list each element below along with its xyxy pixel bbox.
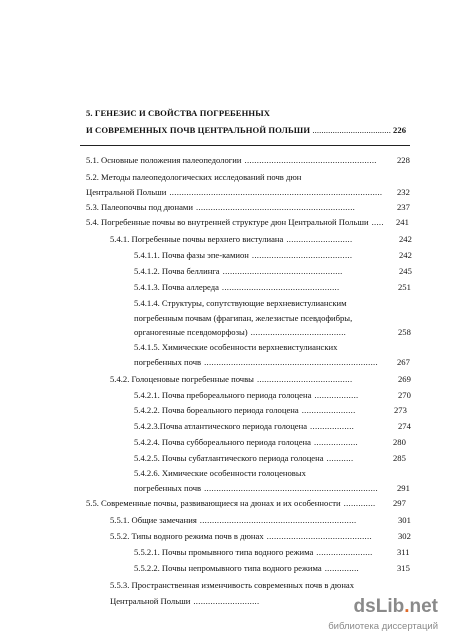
toc-entry-title: 5.5.2.1. Почвы промывного типа водного режима bbox=[134, 547, 314, 557]
toc-entry-page-number: 245 bbox=[399, 266, 412, 276]
toc-entry-page-number: 237 bbox=[397, 202, 410, 212]
toc-entry-title: 5.4. Погребенные почвы во внутренней структуре дюн Центральной Польши bbox=[86, 217, 369, 227]
toc-entry-title: 5.4.1.5. Химические особенности верхневистулианских bbox=[134, 342, 338, 352]
toc-entry bbox=[134, 342, 337, 352]
toc-entry bbox=[110, 596, 259, 606]
toc-entry bbox=[110, 580, 354, 590]
toc-entry-leader-dots: ....................................... bbox=[250, 327, 347, 337]
toc-entry-title: 5.4.2.5. Почвы субатлантического периода голоцена bbox=[134, 453, 324, 463]
toc-entry-page-number: 274 bbox=[398, 421, 411, 431]
toc-entry-title: погребенных почв bbox=[134, 483, 202, 493]
toc-entry-page-number: 297 bbox=[393, 498, 406, 508]
toc-entry-page-number: 258 bbox=[398, 327, 411, 337]
toc-entry bbox=[86, 187, 382, 197]
toc-entry-page-number: 311 bbox=[397, 547, 410, 557]
chapter-heading-text: И СОВРЕМЕННЫХ ПОЧВ ЦЕНТРАЛЬНОЙ ПОЛЬШИ bbox=[86, 125, 311, 135]
toc-entry-leader-dots: ....................... bbox=[316, 547, 373, 557]
toc-entry bbox=[86, 172, 301, 182]
toc-entry bbox=[134, 437, 358, 447]
heading-rule bbox=[80, 145, 410, 146]
toc-entry bbox=[110, 374, 352, 384]
toc-entry-leader-dots: ........... bbox=[326, 453, 354, 463]
toc-entry-title: 5.4.2.1. Почва пребореального периода голоцена bbox=[134, 390, 312, 400]
toc-entry bbox=[86, 155, 377, 165]
toc-entry-title: Центральной Польши bbox=[110, 596, 191, 606]
toc-entry-title: 5.4.1.2. Почва беллинга bbox=[134, 266, 220, 276]
toc-entry-page-number: 301 bbox=[398, 515, 411, 525]
toc-entry-page-number: 280 bbox=[393, 437, 406, 447]
toc-entry-page-number: 242 bbox=[399, 250, 412, 260]
toc-entry-leader-dots: ................................................................ bbox=[199, 515, 357, 525]
toc-entry bbox=[134, 421, 354, 431]
toc-entry-leader-dots: ........................................... bbox=[266, 531, 372, 541]
toc-entry-title: 5.4.1. Погребенные почвы верхнего вистулиана bbox=[110, 234, 284, 244]
logo-dot-text: . bbox=[404, 596, 410, 617]
toc-entry-leader-dots: ....................................................................................... bbox=[169, 187, 383, 197]
toc-entry bbox=[110, 234, 352, 244]
toc-entry-title: 5.3. Палеопочвы под дюнами bbox=[86, 202, 193, 212]
toc-entry-title: 5.4.2.2. Почва бореального периода голоцена bbox=[134, 405, 299, 415]
toc-entry bbox=[86, 202, 355, 212]
toc-entry-leader-dots: ...................................................... bbox=[244, 155, 377, 165]
toc-entry-title: 5.5. Современные почвы, развивающиеся на дюнах и их особенности bbox=[86, 498, 341, 508]
toc-entry bbox=[134, 250, 352, 260]
toc-entry-page-number: 285 bbox=[393, 453, 406, 463]
toc-entry bbox=[134, 547, 373, 557]
dslib-logo bbox=[354, 596, 438, 618]
toc-entry-leader-dots: ................................................................. bbox=[195, 202, 356, 212]
toc-entry bbox=[86, 498, 375, 508]
chapter-heading-dots: ................................... bbox=[312, 125, 392, 135]
toc-entry-leader-dots: ........................... bbox=[286, 234, 353, 244]
toc-entry-page-number: 251 bbox=[398, 282, 411, 292]
toc-entry-leader-dots: ..... bbox=[371, 217, 384, 227]
toc-entry-leader-dots: ....................................................................... bbox=[204, 357, 378, 367]
toc-entry-title: 5.4.2.6. Химические особенности голоценовых bbox=[134, 468, 306, 478]
chapter-heading-page: 226 bbox=[393, 125, 407, 135]
toc-entry bbox=[86, 217, 384, 227]
toc-entry-title: 5.4.1.3. Почва аллереда bbox=[134, 282, 219, 292]
toc-entry-title: 5.5.2. Типы водного режима почв в дюнах bbox=[110, 531, 264, 541]
toc-entry-leader-dots: .................. bbox=[310, 421, 355, 431]
toc-entry-leader-dots: .............. bbox=[324, 563, 359, 573]
toc-entry bbox=[134, 298, 347, 308]
toc-entry-page-number: 273 bbox=[394, 405, 407, 415]
toc-entry bbox=[110, 531, 372, 541]
toc-entry-page-number: 267 bbox=[397, 357, 410, 367]
toc-entry bbox=[134, 357, 378, 367]
toc-entry-title: 5.5.1. Общие замечания bbox=[110, 515, 197, 525]
toc-entry-page-number: 242 bbox=[399, 234, 412, 244]
toc-entry bbox=[134, 327, 346, 337]
toc-entry-title: 5.4.1.1. Почва фазы эпе-камион bbox=[134, 250, 249, 260]
toc-entry-leader-dots: ....................................... bbox=[256, 374, 353, 384]
toc-entry bbox=[134, 483, 378, 493]
toc-entry-page-number: 270 bbox=[398, 390, 411, 400]
toc-entry-leader-dots: ....................................................................... bbox=[204, 483, 378, 493]
toc-entry-title: 5.2. Методы палеопедологических исследований почв дюн bbox=[86, 172, 302, 182]
toc-entry bbox=[110, 515, 356, 525]
toc-entry bbox=[134, 282, 339, 292]
toc-entry-page-number: 302 bbox=[398, 531, 411, 541]
toc-entry-title: органогенные псевдоморфозы) bbox=[134, 327, 248, 337]
toc-entry-page-number: 241 bbox=[396, 217, 409, 227]
toc-entry bbox=[134, 468, 306, 478]
toc-entry-title: 5.5.3. Пространственная изменчивость современных почв в дюнах bbox=[110, 580, 355, 590]
watermark-subtitle: библиотека диссертаций bbox=[328, 621, 438, 632]
toc-entry-leader-dots: ...................... bbox=[301, 405, 356, 415]
toc-entry-title: 5.4.2. Голоценовые погребенные почвы bbox=[110, 374, 254, 384]
toc-entry bbox=[134, 453, 353, 463]
toc-entry-leader-dots: ............. bbox=[343, 498, 376, 508]
toc-entry-title: Центральной Польши bbox=[86, 187, 167, 197]
toc-entry bbox=[134, 313, 352, 323]
toc-entry-page-number: 269 bbox=[398, 374, 411, 384]
toc-entry-leader-dots: ......................................... bbox=[251, 250, 353, 260]
toc-entry-title: 5.4.2.3.Почва атлантического периода голоцена bbox=[134, 421, 308, 431]
toc-entry-leader-dots: .................. bbox=[313, 437, 359, 447]
toc-entry-leader-dots: .................. bbox=[314, 390, 359, 400]
toc-entry-page-number: 291 bbox=[397, 483, 410, 493]
toc-entry-page-number: 232 bbox=[397, 187, 410, 197]
toc-entry-title: 5.4.2.4. Почва суббореального периода голоцена bbox=[134, 437, 311, 447]
toc-entry-page-number: 315 bbox=[397, 563, 410, 573]
toc-entry-title: 5.5.2.2. Почвы непромывного типа водного режима bbox=[134, 563, 322, 573]
toc-entry-title: 5.1. Основные положения палеопедологии bbox=[86, 155, 242, 165]
toc-entry bbox=[134, 390, 358, 400]
toc-entry-leader-dots: ................................................. bbox=[222, 266, 343, 276]
toc-entry bbox=[134, 266, 343, 276]
toc-entry-leader-dots: ................................................ bbox=[221, 282, 340, 292]
toc-entry-title: 5.4.1.4. Структуры, сопутствующие верхневистулианским bbox=[134, 298, 347, 308]
toc-entry-title: погребенных почв bbox=[134, 357, 202, 367]
toc-entry-page-number: 228 bbox=[397, 155, 410, 165]
toc-entry-leader-dots: ........................... bbox=[193, 596, 260, 606]
toc-entry bbox=[134, 563, 359, 573]
chapter-heading-line-1: 5. ГЕНЕЗИС И СВОЙСТВА ПОГРЕБЕННЫХ bbox=[86, 108, 271, 118]
toc-entry-title: погребенным почвам (фрагипан, железистые псевдофибры, bbox=[134, 313, 353, 323]
logo-tld-text: net bbox=[409, 596, 438, 617]
toc-entry bbox=[134, 405, 356, 415]
chapter-heading-line-2 bbox=[86, 125, 391, 135]
logo-main-text: dsLib bbox=[353, 596, 405, 617]
